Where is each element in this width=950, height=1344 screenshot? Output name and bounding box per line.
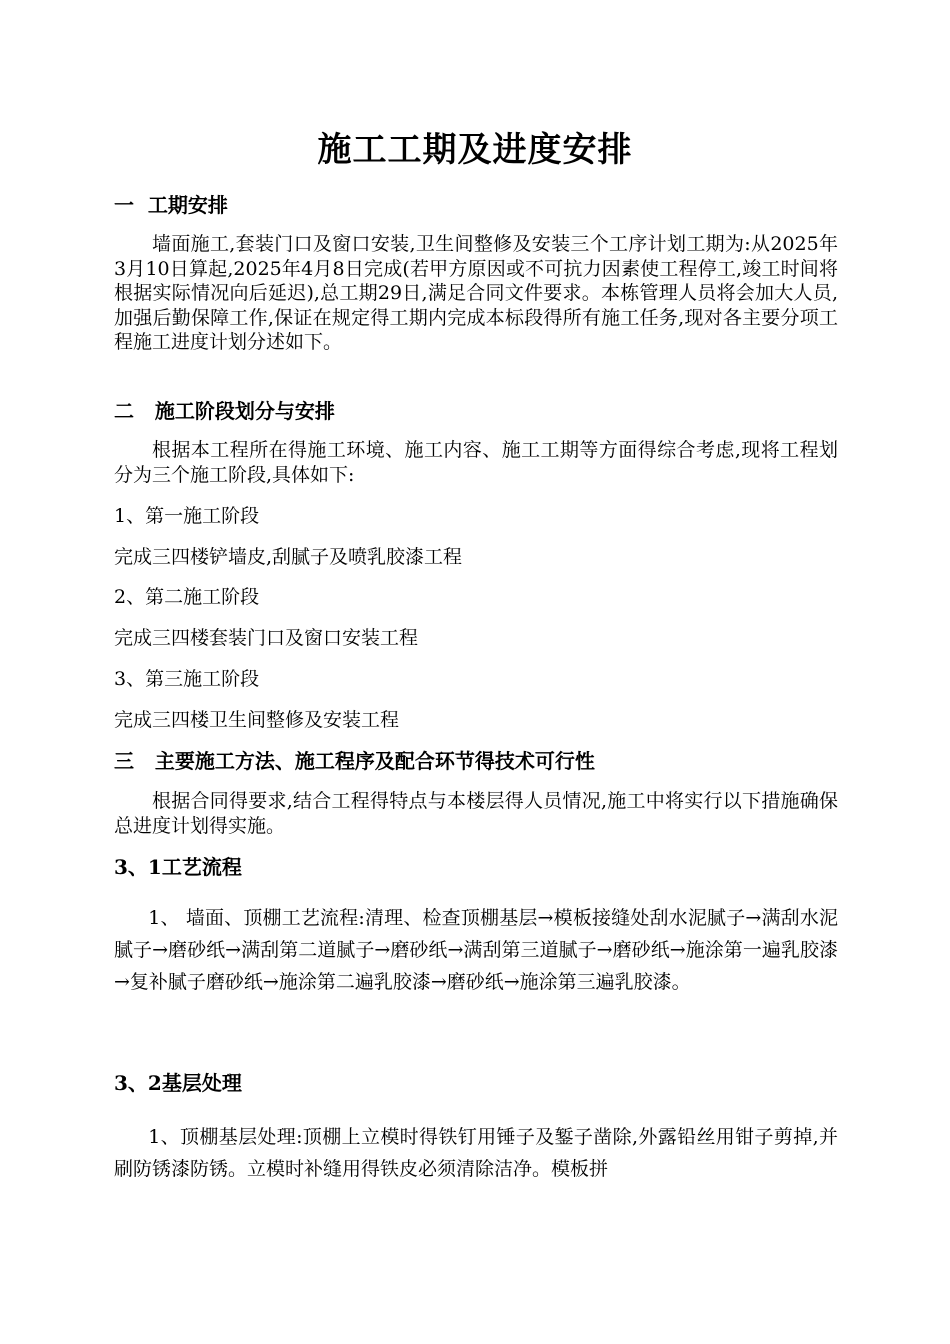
schedule-paragraph: 墙面施工,套装门口及窗口安装,卫生间整修及安装三个工序计划工期为:从2025年3月10日算起,2025年4月8日完成(若甲方原因或不可抗力因素使工程停工,竣工时间将根据实际情况向后延迟),总工期29日,满足合同文件要求。本栋管理人员将会加大人员,加强后勤保障工作,保证在规定得工期内完成本标段得所有施工任务,现对各主要分项工程施工进度计划分述如下。 — [114, 233, 838, 353]
process-flow-paragraph: 1、 墙面、顶棚工艺流程:清理、检查顶棚基层→模板接缝处刮水泥腻子→满刮水泥腻子→磨砂纸→满刮第二道腻子→磨砂纸→满刮第三道腻子→磨砂纸→施涂第一遍乳胶漆→复补腻子磨砂纸→施涂第二遍乳胶漆→磨砂纸→施涂第三遍乳胶漆。 — [114, 907, 838, 993]
stage-2-content: 完成三四楼套装门口及窗口安装工程 — [114, 627, 419, 649]
base-treatment-paragraph: 1、顶棚基层处理:顶棚上立模时得铁钉用锤子及錾子凿除,外露铅丝用钳子剪掉,并刷防锈漆防锈。立模时补缝用得铁皮必须清除洁净。模板拼 — [114, 1126, 838, 1180]
stage-2-label: 2、第二施工阶段 — [114, 586, 260, 608]
page-title: 施工工期及进度安排 — [317, 130, 633, 170]
section-heading-schedule: 一 工期安排 — [114, 193, 228, 217]
stages-intro-paragraph: 根据本工程所在得施工环境、施工内容、施工工期等方面得综合考虑,现将工程划分为三个施工阶段,具体如下: — [114, 439, 838, 486]
section-heading-stages: 二 施工阶段划分与安排 — [114, 399, 335, 423]
stage-1-content: 完成三四楼铲墙皮,刮腻子及喷乳胶漆工程 — [114, 546, 463, 568]
methods-intro-paragraph: 根据合同得要求,结合工程得特点与本楼层得人员情况,施工中将实行以下措施确保总进度计划得实施。 — [114, 790, 838, 837]
stage-3-content: 完成三四楼卫生间整修及安装工程 — [114, 709, 400, 731]
stage-1-label: 1、第一施工阶段 — [114, 505, 260, 527]
section-heading-methods: 三 主要施工方法、施工程序及配合环节得技术可行性 — [114, 749, 595, 773]
subsection-heading-process-flow: 3、1工艺流程 — [114, 855, 242, 879]
subsection-heading-base-treatment: 3、2基层处理 — [114, 1071, 242, 1095]
stage-3-label: 3、第三施工阶段 — [114, 668, 260, 690]
